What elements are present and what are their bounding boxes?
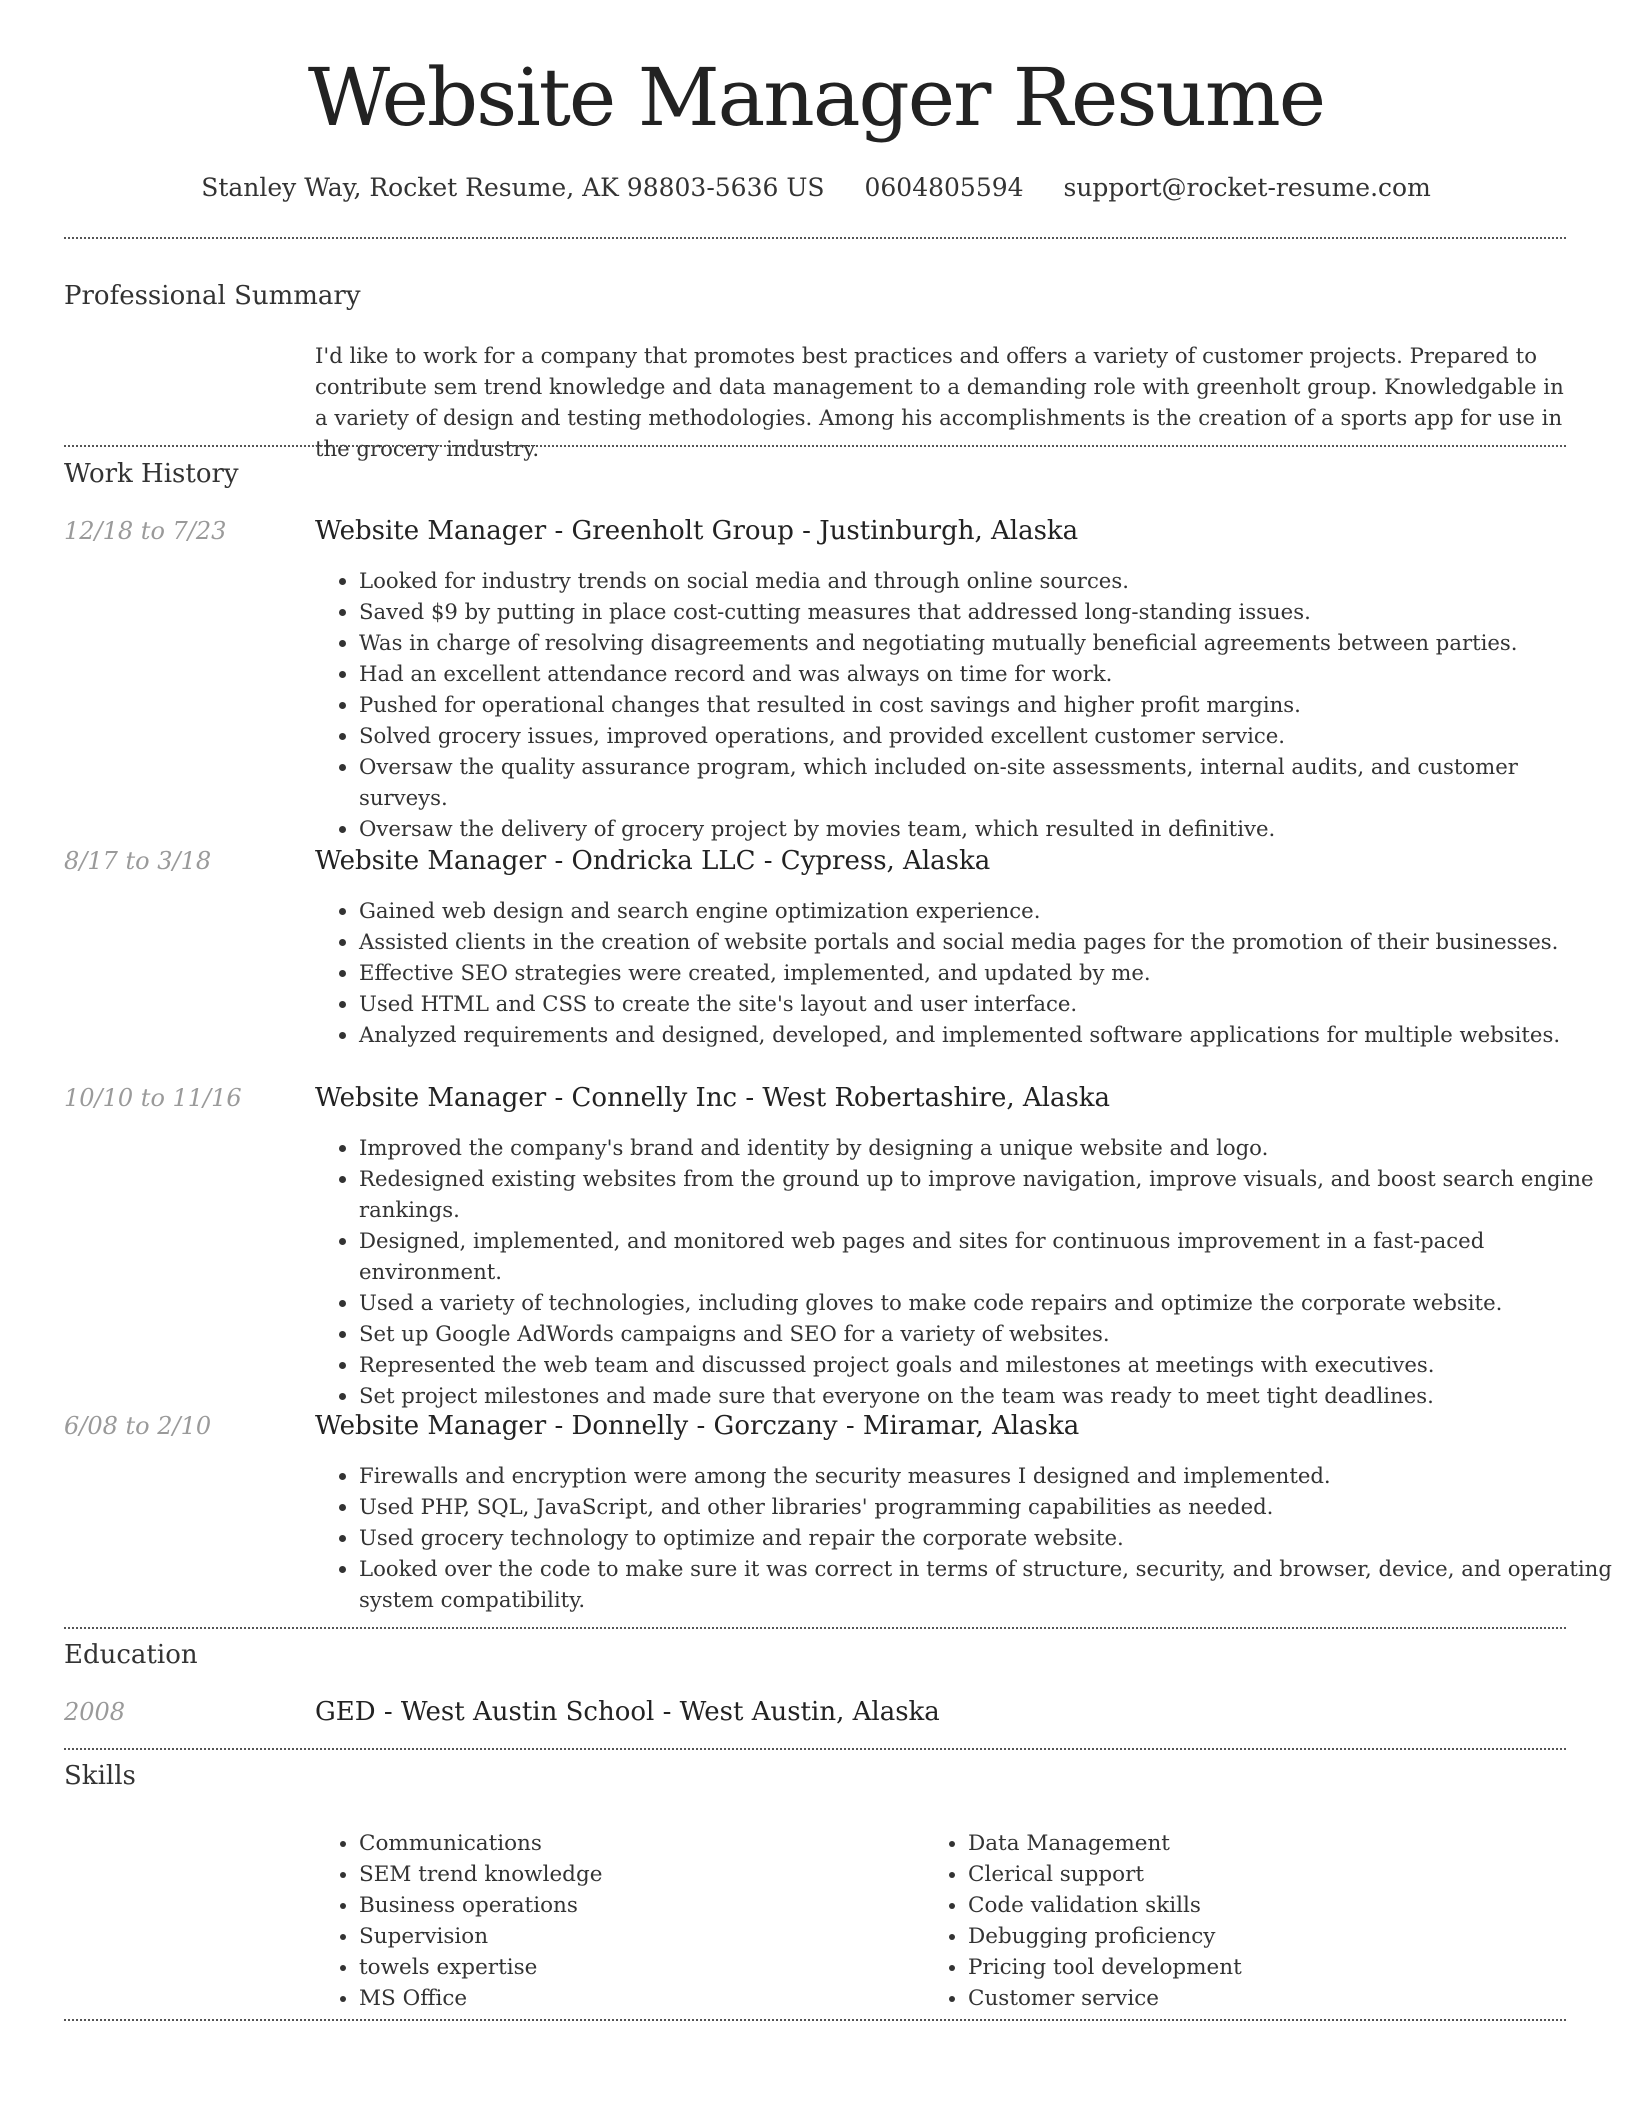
job-bullet: • Gained web design and search engine optimization experience. — [359, 895, 1613, 926]
skill-item: • MS Office — [359, 1983, 939, 2014]
job-bullet: • Looked over the code to make sure it was correct in terms of structure, security, and browser, device, and operating system compatibility. — [359, 1553, 1613, 1615]
skill-item: • Communications — [359, 1828, 939, 1859]
job-bullet: • Designed, implemented, and monitored web pages and sites for continuous improvement in a fast-paced environment. — [359, 1225, 1613, 1287]
job-bullets — [315, 1132, 1613, 1411]
job-title: Website Manager - Connelly Inc - West Robertashire, Alaska — [315, 1083, 1111, 1113]
contact-address: Stanley Way, Rocket Resume, AK 98803-5636 US — [201, 173, 825, 202]
job-bullet: • Used HTML and CSS to create the site's layout and user interface. — [359, 988, 1613, 1019]
job-title: Website Manager - Ondricka LLC - Cypress, Alaska — [315, 846, 991, 876]
job-bullet: • Saved $9 by putting in place cost-cutting measures that addressed long-standing issues. — [359, 596, 1613, 627]
section-divider — [64, 445, 1566, 447]
job-bullets — [315, 1460, 1613, 1615]
skills-list-right — [924, 1828, 1548, 2014]
job-bullet: • Oversaw the delivery of grocery project by movies team, which resulted in definitive. — [359, 813, 1613, 844]
education-heading: Education — [64, 1640, 198, 1670]
job-bullet: • Improved the company's brand and identity by designing a unique website and logo. — [359, 1132, 1613, 1163]
skill-item: • Customer service — [968, 1983, 1548, 2014]
job-bullet: • Was in charge of resolving disagreements and negotiating mutually beneficial agreements between parties. — [359, 627, 1613, 658]
job-dates: 10/10 to 11/16 — [64, 1084, 242, 1112]
skills-list-left — [315, 1828, 939, 2014]
job-dates: 12/18 to 7/23 — [64, 517, 227, 545]
section-divider — [64, 1627, 1566, 1629]
job-bullet: • Used grocery technology to optimize and repair the corporate website. — [359, 1522, 1613, 1553]
job-bullet: • Used a variety of technologies, including gloves to make code repairs and optimize the corporate website. — [359, 1287, 1613, 1318]
job-bullet: • Set project milestones and made sure that everyone on the team was ready to meet tight deadlines. — [359, 1380, 1613, 1411]
contact-email: support@rocket-resume.com — [1063, 173, 1431, 202]
job-bullet: • Firewalls and encryption were among the security measures I designed and implemented. — [359, 1460, 1613, 1491]
section-divider — [64, 1748, 1566, 1750]
job-bullet: • Pushed for operational changes that resulted in cost savings and higher profit margins. — [359, 689, 1613, 720]
skill-item: • Business operations — [359, 1890, 939, 1921]
job-bullet: • Analyzed requirements and designed, developed, and implemented software applications for multiple websites. — [359, 1019, 1613, 1050]
job-bullet: • Had an excellent attendance record and was always on time for work. — [359, 658, 1613, 689]
skill-item: • SEM trend knowledge — [359, 1859, 939, 1890]
summary-text: I'd like to work for a company that promotes best practices and offers a variety of customer projects. Prepared to contribute sem trend knowledge and data management to a demanding role with greenholt group. Knowledgable in a variety of design and testing methodologies. Among his accomplishments is the creation of a sports app for use in the grocery industry. — [315, 343, 1564, 461]
job-title: Website Manager - Donnelly - Gorczany - Miramar, Alaska — [315, 1411, 1080, 1441]
job-bullet: • Assisted clients in the creation of website portals and social media pages for the promotion of their businesses. — [359, 926, 1613, 957]
job-bullet: • Solved grocery issues, improved operations, and provided excellent customer service. — [359, 720, 1613, 751]
contact-line — [0, 166, 1632, 210]
skill-item: • Clerical support — [968, 1859, 1548, 1890]
job-dates: 6/08 to 2/10 — [64, 1412, 212, 1440]
job-bullet: • Redesigned existing websites from the ground up to improve navigation, improve visuals, and boost search engine rankings. — [359, 1163, 1613, 1225]
contact-phone: 0604805594 — [864, 173, 1024, 202]
job-bullet: • Oversaw the quality assurance program, which included on-site assessments, internal audits, and customer surveys. — [359, 751, 1613, 813]
job-bullet: • Set up Google AdWords campaigns and SEO for a variety of websites. — [359, 1318, 1613, 1349]
job-bullet: • Looked for industry trends on social media and through online sources. — [359, 565, 1613, 596]
skill-item: • Code validation skills — [968, 1890, 1548, 1921]
skill-item: • Debugging proficiency — [968, 1921, 1548, 1952]
education-detail: GED - West Austin School - West Austin, Alaska — [315, 1697, 940, 1727]
skill-item: • Pricing tool development — [968, 1952, 1548, 1983]
skill-item: • Supervision — [359, 1921, 939, 1952]
job-bullet: • Represented the web team and discussed project goals and milestones at meetings with executives. — [359, 1349, 1613, 1380]
skills-heading: Skills — [64, 1761, 136, 1791]
job-bullet: • Effective SEO strategies were created, implemented, and updated by me. — [359, 957, 1613, 988]
section-divider — [64, 2019, 1566, 2021]
job-title: Website Manager - Greenholt Group - Justinburgh, Alaska — [315, 516, 1079, 546]
education-year: 2008 — [64, 1698, 126, 1726]
skill-item: • towels expertise — [359, 1952, 939, 1983]
job-bullets — [315, 565, 1613, 844]
resume-title: Website Manager Resume — [307, 51, 1325, 144]
skill-item: • Data Management — [968, 1828, 1548, 1859]
job-bullets — [315, 895, 1613, 1050]
work-history-heading: Work History — [64, 459, 239, 489]
summary-heading: Professional Summary — [64, 281, 361, 311]
section-divider — [64, 237, 1566, 239]
job-bullet: • Used PHP, SQL, JavaScript, and other libraries' programming capabilities as needed. — [359, 1491, 1613, 1522]
job-dates: 8/17 to 3/18 — [64, 847, 212, 875]
